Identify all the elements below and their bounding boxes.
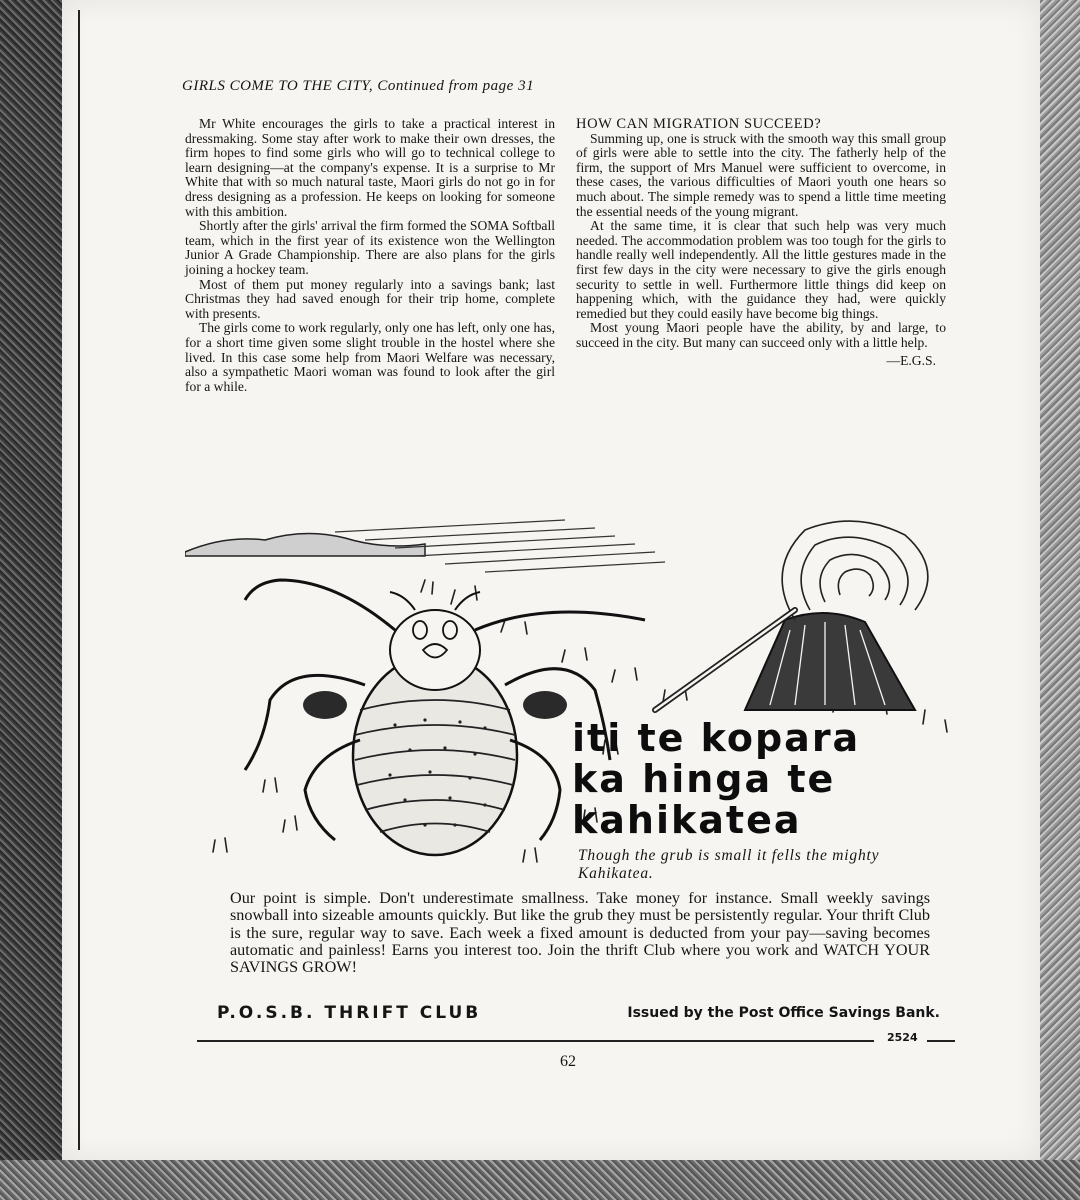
article-paragraph: Most of them put money regularly into a savings bank; last Christmas they had saved enough for their trip home, complete with presents. (185, 276, 555, 321)
footer-rule (197, 1040, 874, 1042)
advert-code: 2524 (887, 1031, 918, 1044)
slogan-line: kahikatea (572, 798, 802, 842)
advert-slogan (572, 718, 942, 841)
scan-background-right (1040, 0, 1080, 1200)
slogan-line: ka hinga te (572, 757, 836, 801)
author-signoff: —E.G.S. (886, 352, 936, 368)
article-paragraph: Summing up, one is struck with the smooth way this small group of girls were able to settle into the city. The fatherly help of the firm, the support of Mrs Manuel were sufficient to overcome, in these cases, the various difficulties of Maori youth one hears so much about. The simple remedy was to spend a little time meeting the essential needs of the young migrant. (576, 130, 946, 219)
article-column-left (185, 117, 555, 394)
article-paragraph: The girls come to work regularly, only one has left, only one has, for a short time given some slight trouble in the hostel where she lived. In this case some help from Maori Welfare was necessary, also a sympathetic Maori woman was found to look after the girl for a while. (185, 320, 555, 394)
thrift-club-name: P.O.S.B. THRIFT CLUB (217, 1003, 482, 1023)
running-head: GIRLS COME TO THE CITY, Continued from page 31 (182, 78, 535, 94)
section-heading: HOW CAN MIGRATION SUCCEED? (576, 116, 822, 132)
article-paragraph: Shortly after the girls' arrival the firm formed the SOMA Softball team, which in the first year of its existence won the Wellington Junior A Grade Championship. There are also plans for the girls joining a hockey team. (185, 218, 555, 277)
magazine-page (62, 0, 1040, 1160)
scan-background-bottom (0, 1160, 1080, 1200)
slogan-line: iti te kopara (572, 716, 861, 760)
issued-by-line: Issued by the Post Office Savings Bank. (627, 1005, 940, 1021)
footer-rule-short (927, 1040, 955, 1042)
page-number: 62 (560, 1053, 576, 1070)
advert-body-text: Our point is simple. Don't underestimate smallness. Take money for instance. Small weekly savings snowball into sizeable amounts quickly. But like the grub they must be persistently regular. Your thrift Club is the sure, regular way to save. Each week a fixed amount is deducted from your pay—saving becomes automatic and painless! Earns you interest too. Join the thrift Club where you work and WATCH YOUR SAVINGS GROW! (230, 889, 930, 977)
scan-background-left (0, 0, 62, 1200)
article-paragraph: At the same time, it is clear that such help was very much needed. The accommodation problem was too tough for the girls to handle really well independently. All the little gestures made in the first few days in the city were necessary to give the girls enough security to settle in well. Furthermore little things did keep on happening which, with the guidance they had, were quickly remedied but they could easily have become big things. (576, 218, 946, 321)
advert-footer (217, 1003, 940, 1025)
slogan-translation: Though the grub is small it fells the mighty Kahikatea. (578, 847, 880, 882)
article-column-right (576, 117, 946, 368)
article-paragraph: Mr White encourages the girls to take a practical interest in dressmaking. Some stay after work to make their own dresses, the firm hopes to find some girls who will go to technical college to learn designing—at the company's expense. It is a surprise to Mr White that with so much natural taste, Maori girls do not go in for dress designing as a profession. He keeps on looking for someone with this ambition. (185, 116, 555, 219)
article-paragraph: Most young Maori people have the ability, by and large, to succeed in the city. But many can succeed only with a little help. (576, 320, 946, 350)
